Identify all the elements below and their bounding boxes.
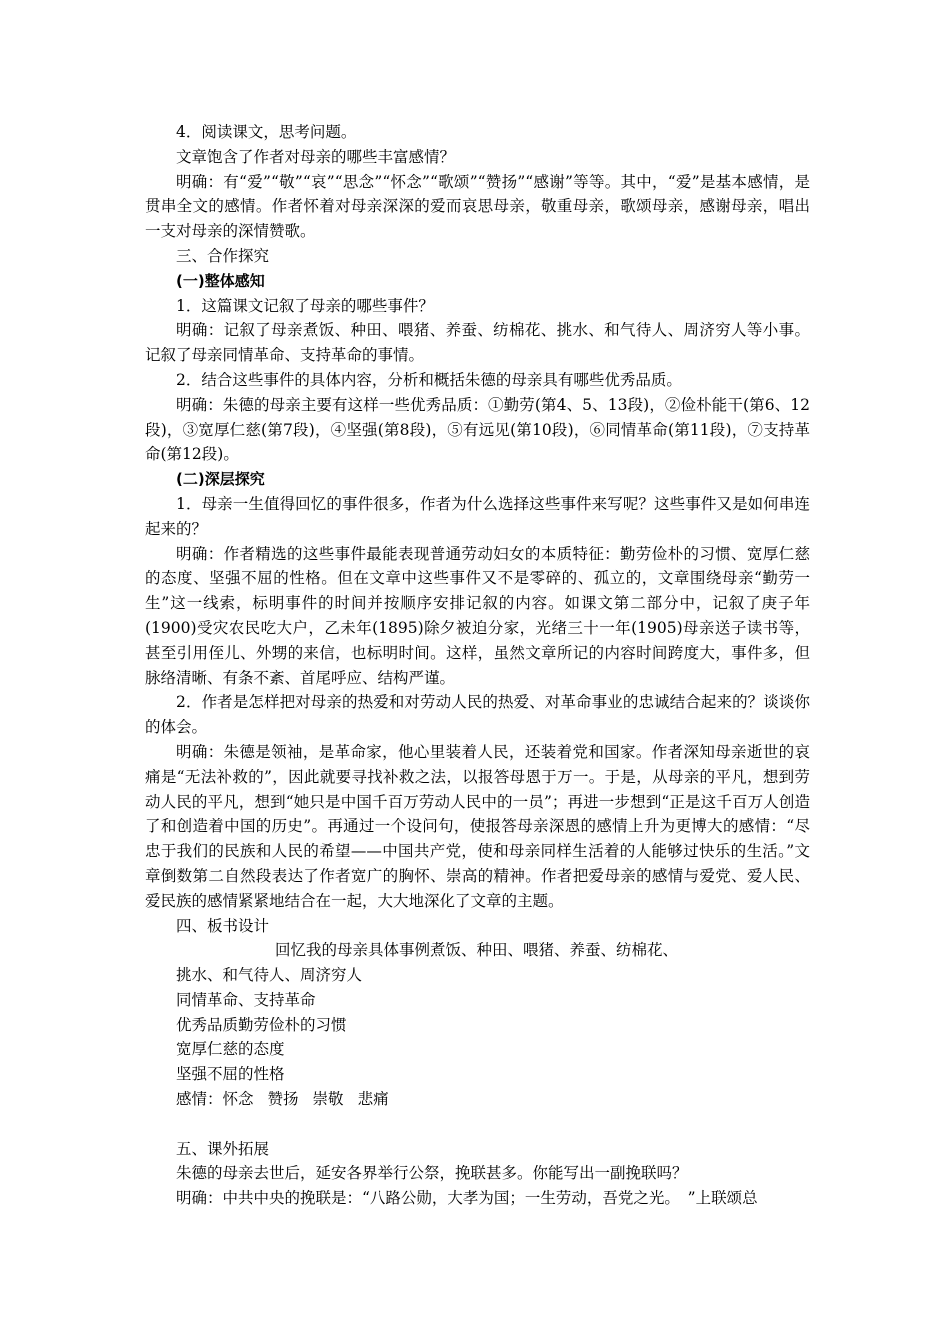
part4-heading: 四、板书设计	[176, 916, 270, 935]
part3-sub1-answer2: 明确：朱德的母亲主要有这样一些优秀品质：①勤劳(第4、5、13段)，②俭朴能干(第6、12段)，③宽厚仁慈(第7段)，④坚强(第8段)，⑤有远见(第10段)，⑥同情革命(第11段)，⑦支持革命(第12段)。	[145, 395, 810, 464]
part3-sub1-question1: 1．这篇课文记叙了母亲的哪些事件？	[176, 296, 434, 315]
section4-question: 文章饱含了作者对母亲的哪些丰富感情？	[176, 147, 456, 166]
part3-sub2-question1: 1．母亲一生值得回忆的事件很多，作者为什么选择这些事件来写呢？这些事件又是如何串连起来的？	[145, 494, 810, 538]
part3-sub2-answer1: 明确：作者精选的这些事件最能表现普通劳动妇女的本质特征：勤劳俭朴的习惯、宽厚仁慈的态度、坚强不屈的性格。但在文章中这些事件又不是零碎的、孤立的，文章围绕母亲“勤劳一生”这一线索，标明事件的时间并按顺序安排记叙的内容。如课文第二部分中，记叙了庚子年(1900)受灾农民吃大户，乙未年(1895)除夕被迫分家，光绪三十一年(1905)母亲送子读书等，甚至引用侄儿、外甥的来信，也标明时间。这样，虽然文章所记的内容时间跨度大，事件多，但脉络清晰、有条不紊、首尾呼应、结构严谨。	[145, 544, 810, 687]
emotion-item: 怀念	[222, 1090, 254, 1109]
emotion-item: 悲痛	[357, 1090, 389, 1109]
part3-sub2-question2: 2．作者是怎样把对母亲的热爱和对劳动人民的热爱、对革命事业的忠诚结合起来的？谈谈你的体会。	[145, 693, 810, 737]
part3-sub1-heading: (一)整体感知	[176, 271, 265, 290]
blank-line	[145, 1112, 810, 1137]
board-line-1: 回忆我的母亲具体事例煮饭、种田、喂猪、养蚕、纺棉花、	[275, 941, 679, 960]
emotion-item: 赞扬	[267, 1090, 299, 1109]
board-line-2: 挑水、和气待人、周济穷人	[176, 966, 363, 985]
part5-question: 朱德的母亲去世后，延安各界举行公祭，挽联甚多。你能写出一副挽联吗？	[176, 1164, 688, 1183]
part3-sub2-heading: (二)深层探究	[176, 470, 265, 489]
board-line-6: 坚强不屈的性格	[176, 1065, 285, 1084]
part3-heading: 三、合作探究	[176, 246, 270, 265]
board-line-4: 优秀品质勤劳俭朴的习惯	[176, 1015, 347, 1034]
document-page	[145, 120, 810, 1211]
part3-sub1-question2: 2．结合这些事件的具体内容，分析和概括朱德的母亲具有哪些优秀品质。	[176, 370, 682, 389]
emotion-item: 崇敬	[312, 1090, 344, 1109]
part5-heading: 五、课外拓展	[176, 1139, 270, 1158]
part3-sub2-answer2: 明确：朱德是领袖，是革命家，他心里装着人民，还装着党和国家。作者深知母亲逝世的哀痛是“无法补救的”，因此就要寻找补救之法，以报答母恩于万一。于是，从母亲的平凡，想到劳动人民的平凡，想到“她只是中国千百万劳动人民中的一员”；再进一步想到“正是这千百万人创造了和创造着中国的历史”。再通过一个设问句，使报答母亲深恩的感情上升为更博大的感情：“尽忠于我们的民族和人民的希望——中国共产党，使和母亲同样生活着的人能够过快乐的生活。”文章倒数第二自然段表达了作者宽广的胸怀、崇高的精神。作者把爱母亲的感情与爱党、爱人民、爱民族的感情紧紧地结合在一起，大大地深化了文章的主题。	[145, 742, 810, 910]
board-emotions	[145, 1087, 810, 1112]
part3-sub1-answer1: 明确：记叙了母亲煮饭、种田、喂猪、养蚕、纺棉花、挑水、和气待人、周济穷人等小事。记叙了母亲同情革命、支持革命的事情。	[145, 321, 810, 365]
section4-heading: 4．阅读课文，思考问题。	[176, 123, 357, 141]
board-emotions-label: 感情：	[176, 1090, 223, 1109]
part5-answer: 明确：中共中央的挽联是：“八路公勋，大孝为国；一生劳动，吾党之光。 ”上联颂总	[176, 1189, 758, 1208]
section4-answer: 明确：有“爱”“敬”“哀”“思念”“怀念”“歌颂”“赞扬”“感谢”等等。其中，“爱”是基本感情，是贯串全文的感情。作者怀着对母亲深深的爱而哀思母亲，敬重母亲，歌颂母亲，感谢母亲，唱出一支对母亲的深情赞歌。	[145, 172, 810, 241]
board-line-3: 同情革命、支持革命	[176, 990, 316, 1009]
board-line-5: 宽厚仁慈的态度	[176, 1040, 285, 1059]
